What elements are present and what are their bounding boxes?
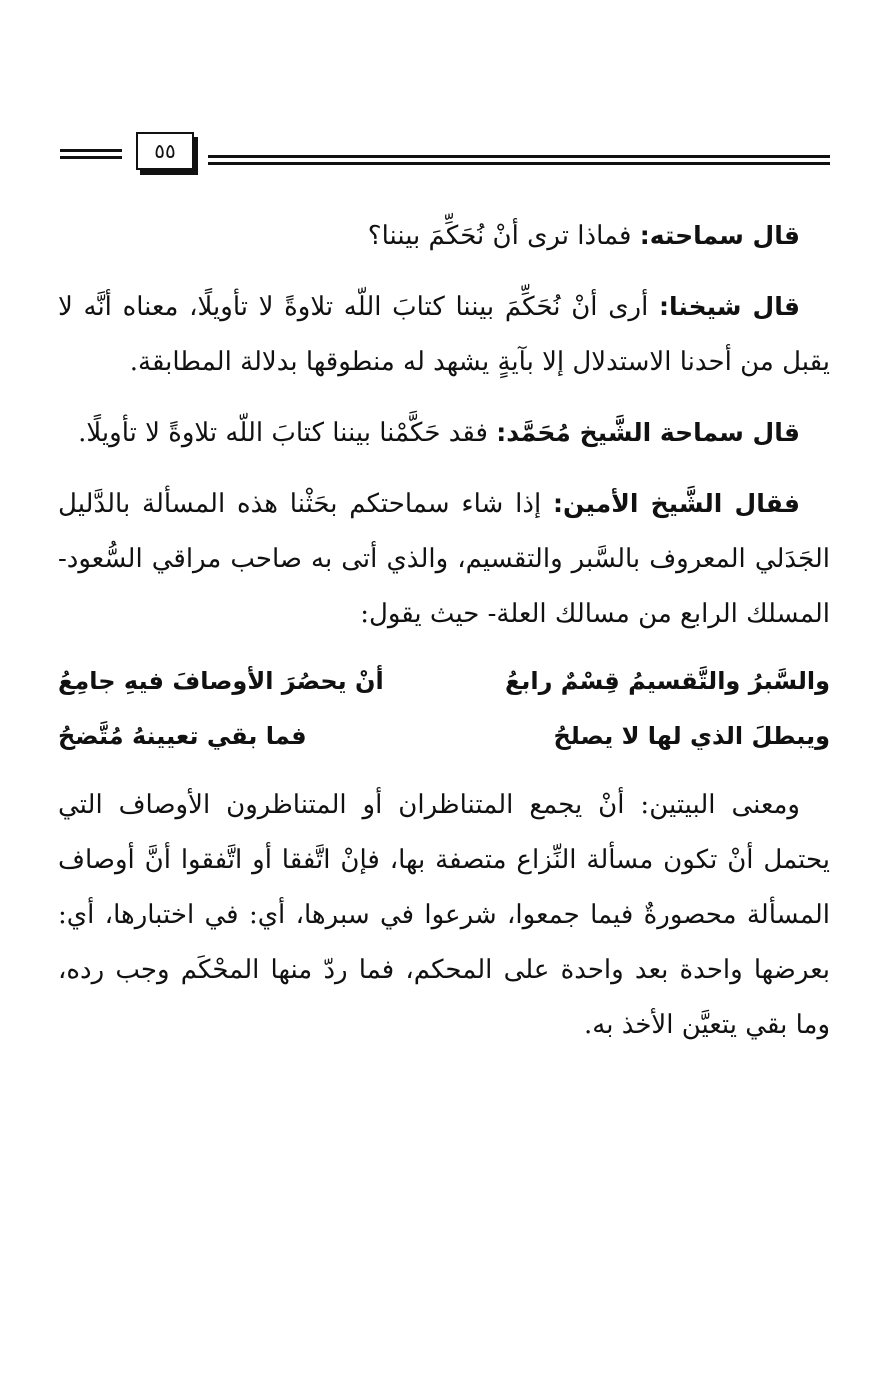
paragraph-2 — [58, 279, 830, 390]
speaker-label: قال سماحته: — [639, 221, 800, 250]
paragraph-4 — [58, 476, 830, 642]
page-number: ٥٥ — [154, 139, 176, 163]
page-header — [60, 132, 830, 176]
verse-first-half: والسَّبرُ والتَّقسيمُ قِسْمٌ رابعُ — [504, 667, 830, 695]
paragraph-1 — [58, 208, 830, 264]
poem-verse — [58, 709, 830, 764]
poem-verse — [58, 654, 830, 709]
header-rule-short — [60, 149, 122, 159]
header-rule-long — [208, 155, 830, 167]
paragraph-text: فقد حَكَّمْنا بيننا كتابَ اللّه تلاوةً لا تأويلًا. — [78, 418, 497, 448]
paragraph-text: فماذا ترى أنْ نُحَكِّمَ بيننا؟ — [367, 221, 640, 251]
paragraph-3 — [58, 405, 830, 461]
speaker-label: فقال الشَّيخ الأمين: — [553, 489, 800, 518]
speaker-label: قال شيخنا: — [659, 292, 800, 321]
speaker-label: قال سماحة الشَّيخ مُحَمَّد: — [496, 418, 800, 447]
verse-second-half: فما بقي تعيينهُ مُتَّضحُ — [58, 722, 307, 750]
verse-first-half: ويبطلَ الذي لها لا يصلحُ — [553, 722, 830, 750]
poem — [58, 654, 830, 764]
verse-second-half: أنْ يحصُرَ الأوصافَ فيهِ جامِعُ — [58, 667, 384, 695]
paragraph-text: إذا شاء سماحتكم بحَثْنا هذه المسألة بالدَّليل الجَدَلي المعروف بالسَّبر والتقسيم، والذي أتى به صاحب مراقي السُّعود- المسلك الرابع من مسالك العلة- حيث يقول: — [58, 489, 830, 629]
page-number-box — [136, 132, 194, 170]
closing-paragraph: ومعنى البيتين: أنْ يجمع المتناظران أو المتناظرون الأوصاف التي يحتمل أنْ تكون مسألة النِّزاع متصفة بها، فإنْ اتَّفقا أو اتَّفقوا أنَّ أوصاف المسألة محصورةٌ فيما جمعوا، شرعوا في سبرها، أي: في اختبارها، أي: بعرضها واحدة بعد واحدة على المحكم، فما ردّ منها المحْكَم وجب رده، وما بقي يتعيَّن الأخذ به. — [58, 790, 830, 1040]
paragraph-text: أرى أنْ نُحَكِّمَ بيننا كتابَ اللّه تلاوةً لا تأويلًا، معناه أنَّه لا يقبل من أحدنا الاستدلال إلا بآيةٍ يشهد له منطوقها بدلالة المطابقة. — [58, 292, 830, 377]
page-body — [58, 208, 830, 1068]
